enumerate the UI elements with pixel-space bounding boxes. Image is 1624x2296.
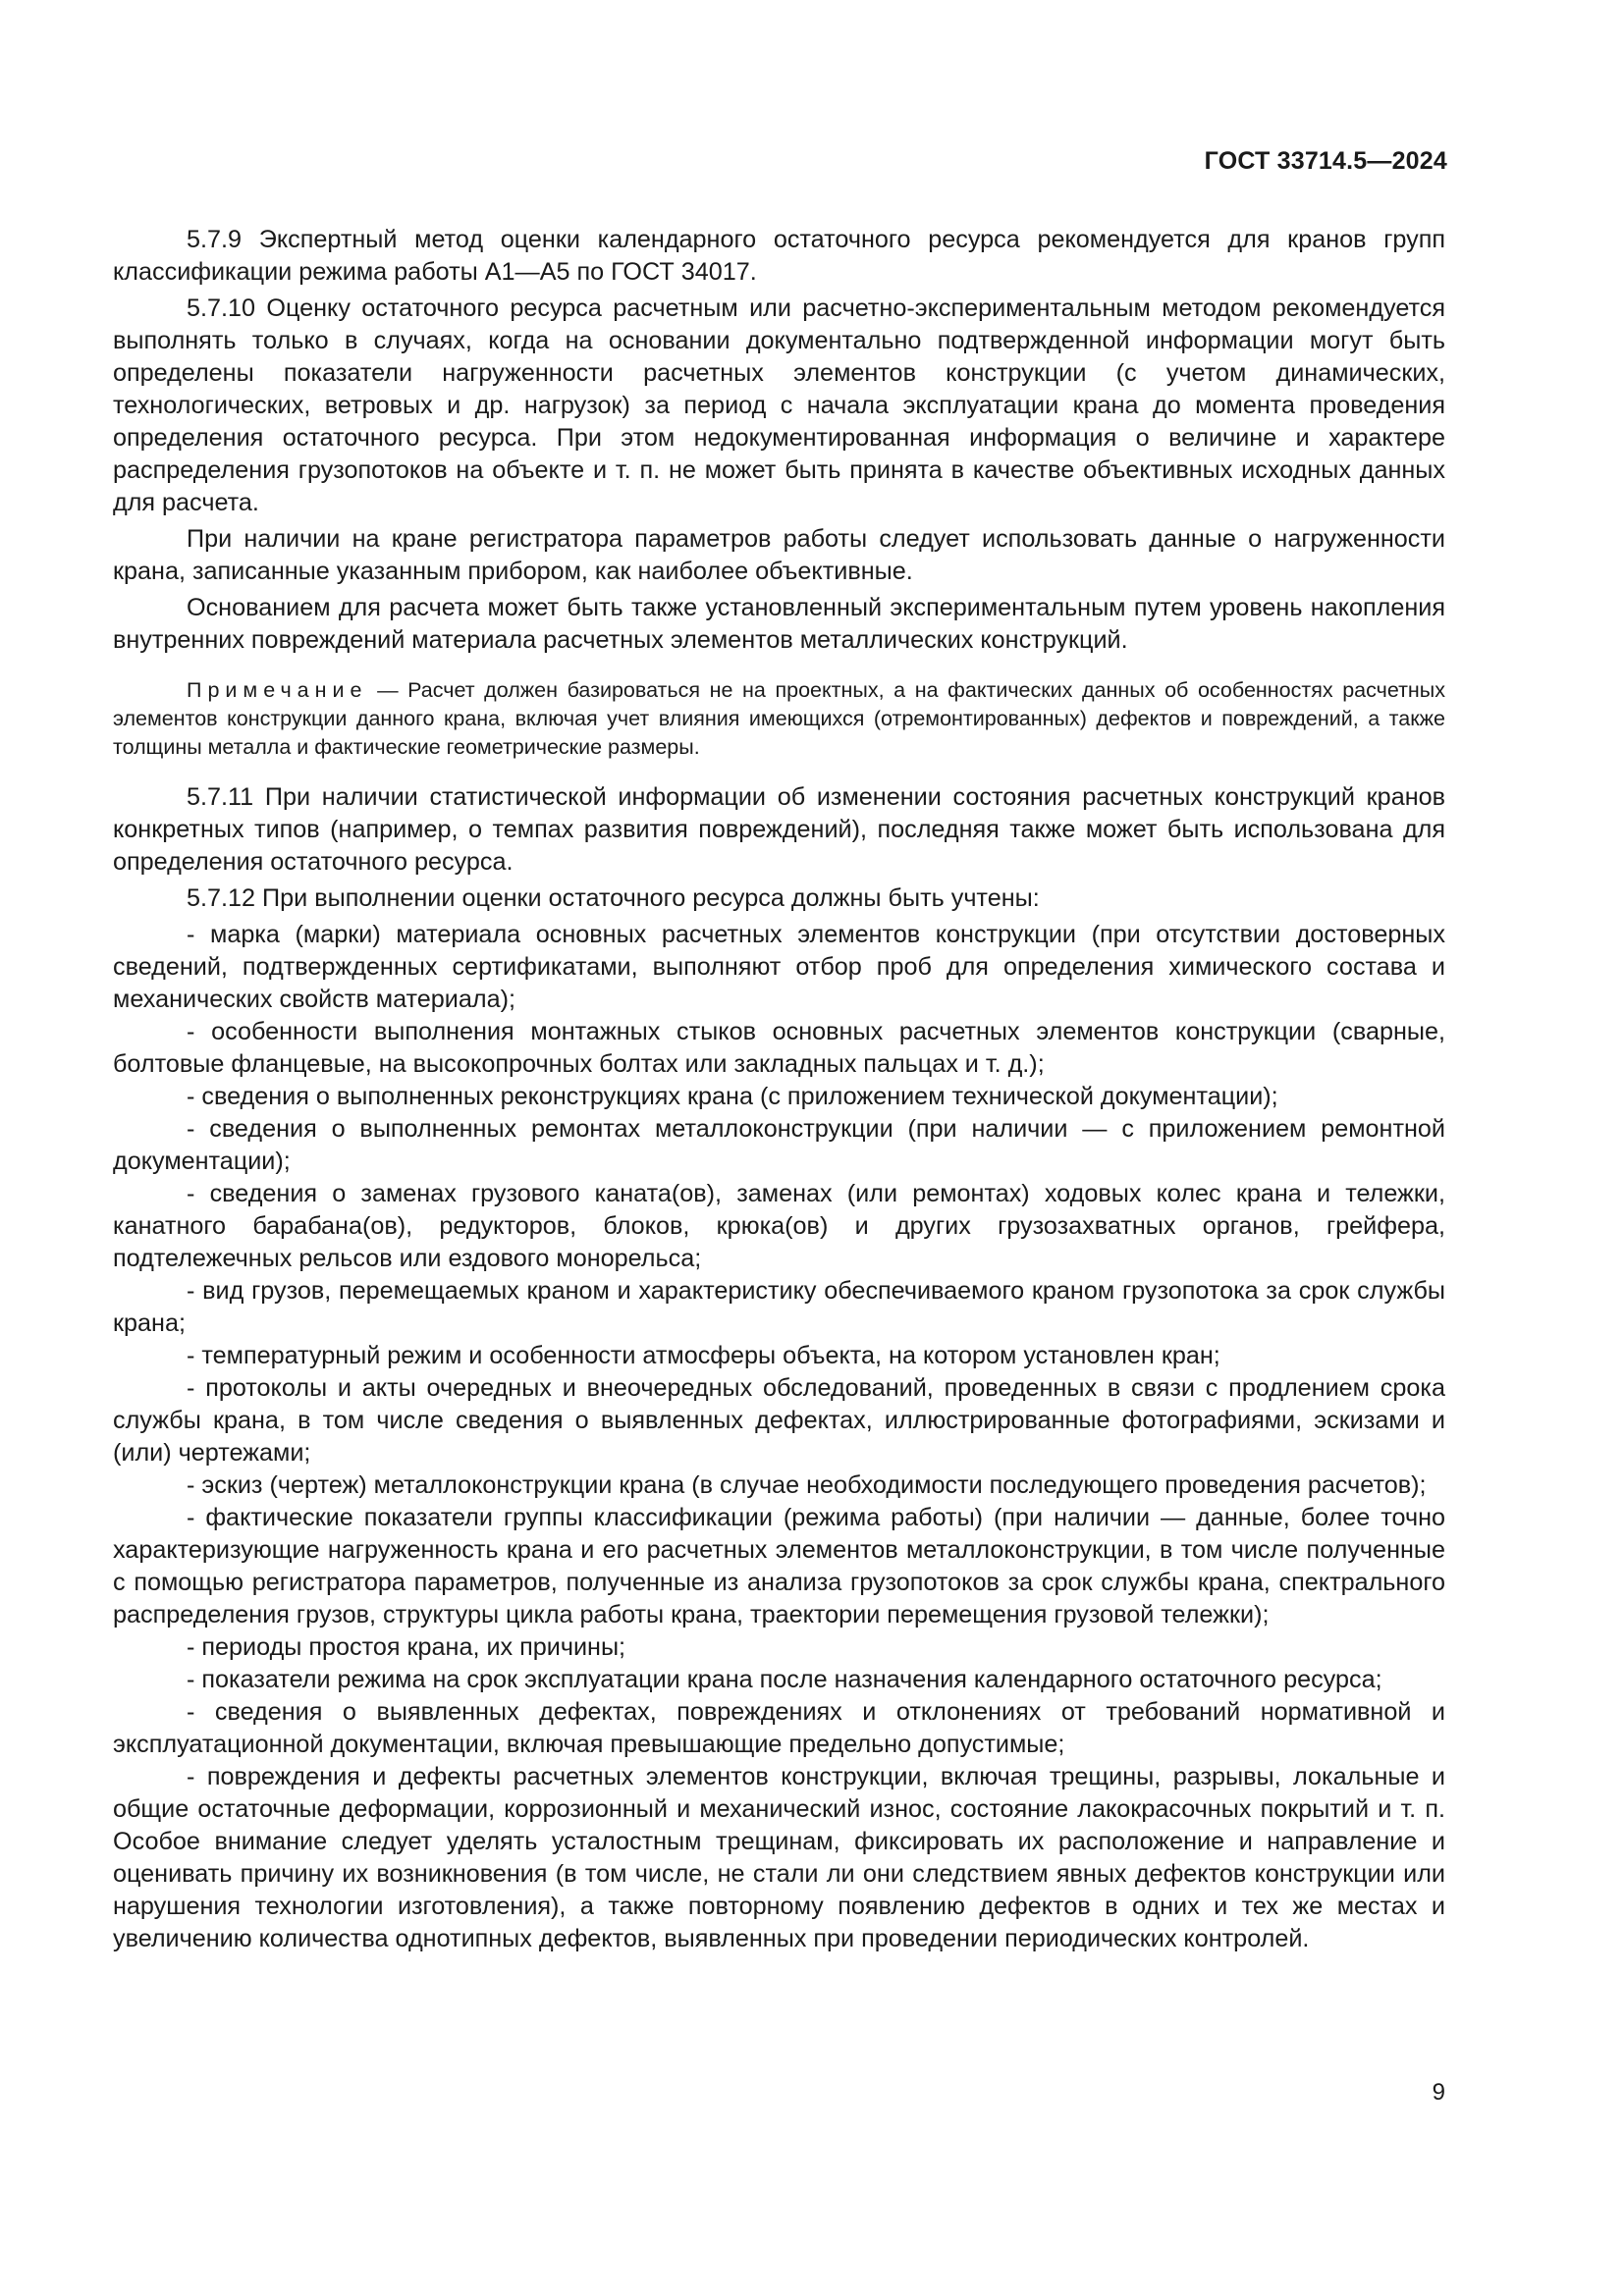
paragraph-registrator: При наличии на кране регистратора параметров работы следует использовать данные о нагруженности крана, записанные указанным прибором, как наиболее объективные.: [113, 525, 1445, 585]
note: [113, 676, 1445, 762]
list-item: - фактические показатели группы классификации (режима работы) (при наличии — данные, более точно характеризующие нагруженность крана и его расчетных элементов металлоконструкции, в том числе полученные с помощью регистратора параметров, полученные из анализа грузопотоков за срок службы крана, спектрального распределения грузов, структуры цикла работы крана, траектории перемещения грузовой тележки);: [113, 1504, 1445, 1629]
paragraph-5-7-10: 5.7.10 Оценку остаточного ресурса расчетным или расчетно-экспериментальным методом рекомендуется выполнять только в случаях, когда на основании документально подтвержденной информации могут быть определены показатели нагруженности расчетных элементов конструкции (с учетом динамических, технологических, ветровых и др. нагрузок) за период с начала эксплуатации крана до момента проведения определения остаточного ресурса. При этом недокументированная информация о величине и характере распределения грузопотоков на объекте и т. п. не может быть принята в качестве объективных исходных данных для расчета.: [113, 294, 1445, 516]
list-item: - сведения о выявленных дефектах, повреждениях и отклонениях от требований нормативной и эксплуатационной документации, включая превышающие предельно допустимые;: [113, 1698, 1445, 1758]
list-item: - сведения о выполненных реконструкциях крана (с приложением технической документации);: [187, 1083, 1278, 1110]
document-body: [113, 224, 1445, 1955]
note-label: Примечание: [187, 678, 368, 702]
list-item: - сведения о заменах грузового каната(ов), заменах (или ремонтах) ходовых колес крана и тележки, канатного барабана(ов), редукторов, блоков, крюка(ов) и других грузозахватных органов, грейфера, подтележечных рельсов или ездового монорельса;: [113, 1180, 1445, 1272]
paragraph-5-7-9: 5.7.9 Экспертный метод оценки календарного остаточного ресурса рекомендуется для кранов групп классификации режима работы А1—А5 по ГОСТ 34017.: [113, 226, 1445, 286]
list-item: - показатели режима на срок эксплуатации крана после назначения календарного остаточного ресурса;: [187, 1666, 1382, 1693]
list-item: - вид грузов, перемещаемых краном и характеристику обеспечиваемого краном грузопотока за срок службы крана;: [113, 1277, 1445, 1337]
list-item: - марка (марки) материала основных расчетных элементов конструкции (при отсутствии достоверных сведений, подтвержденных сертификатами, выполняют отбор проб для определения химического состава и механических свойств материала);: [113, 921, 1445, 1013]
page-number: 9: [1432, 2079, 1445, 2106]
list-item: - температурный режим и особенности атмосферы объекта, на котором установлен кран;: [187, 1342, 1220, 1369]
document-code-header: ГОСТ 33714.5—2024: [1204, 147, 1447, 175]
list-item: - протоколы и акты очередных и внеочередных обследований, проведенных в связи с продлением срока службы крана, в том числе сведения о выявленных дефектах, иллюстрированные фотографиями, эскизами и (или) чертежами;: [113, 1374, 1445, 1467]
list-item: - особенности выполнения монтажных стыков основных расчетных элементов конструкции (сварные, болтовые фланцевые, на высокопрочных болтах или закладных пальцах и т. д.);: [113, 1018, 1445, 1078]
list-item: - сведения о выполненных ремонтах металлоконструкции (при наличии — с приложением ремонтной документации);: [113, 1115, 1445, 1175]
paragraph-5-7-11: 5.7.11 При наличии статистической информации об изменении состояния расчетных конструкций кранов конкретных типов (например, о темпах развития повреждений), последняя также может быть использована для определения остаточного ресурса.: [113, 783, 1445, 876]
list-item: - периоды простоя крана, их причины;: [187, 1633, 626, 1661]
paragraph-5-7-12: 5.7.12 При выполнении оценки остаточного ресурса должны быть учтены:: [187, 884, 1040, 912]
paragraph-basis: Основанием для расчета может быть также установленный экспериментальным путем уровень накопления внутренних повреждений материала расчетных элементов металлических конструкций.: [113, 594, 1445, 654]
list-item: - эскиз (чертеж) металлоконструкции крана (в случае необходимости последующего проведения расчетов);: [187, 1471, 1427, 1499]
note-text: — Расчет должен базироваться не на проектных, а на фактических данных об особенностях расчетных элементов конструкции данного крана, включая учет влияния имеющихся (отремонтированных) дефектов и повреждений, а также толщины металла и фактические геометрические размеры.: [113, 678, 1445, 759]
list-item: - повреждения и дефекты расчетных элементов конструкции, включая трещины, разрывы, локальные и общие остаточные деформации, коррозионный и механический износ, состояние лакокрасочных покрытий и т. п. Особое внимание следует уделять усталостным трещинам, фиксировать их расположение и направление и оценивать причину их возникновения (в том числе, не стали ли они следствием явных дефектов конструкции или нарушения технологии изготовления), а также повторному появлению дефектов в одних и тех же местах и увеличению количества однотипных дефектов, выявленных при проведении периодических контролей.: [113, 1763, 1445, 1952]
